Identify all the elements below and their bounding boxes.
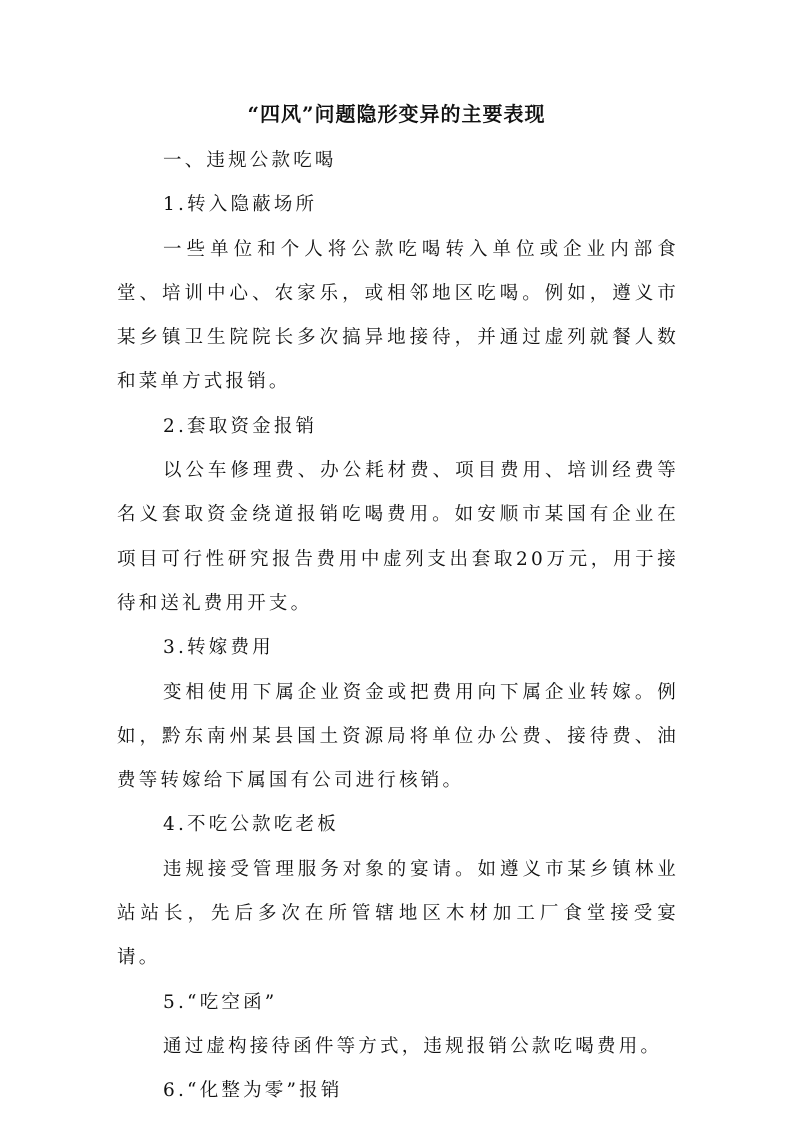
item-paragraph-2: 以公车修理费、办公耗材费、项目费用、培训经费等名义套取资金绕道报销吃喝费用。如安顺市某国有企业在项目可行性研究报告费用中虚列支出套取20万元，用于接待和送礼费用开支。 bbox=[117, 460, 679, 614]
item-heading-2: 2.套取资金报销 bbox=[163, 415, 318, 437]
item-heading-5: 5.“吃空函” bbox=[163, 991, 278, 1013]
item-paragraph-1: 一些单位和个人将公款吃喝转入单位或企业内部食堂、培训中心、农家乐，或相邻地区吃喝。例如，遵义市某乡镇卫生院院长多次搞异地接待，并通过虚列就餐人数和菜单方式报销。 bbox=[117, 238, 679, 393]
item-heading-1: 1.转入隐蔽场所 bbox=[163, 194, 318, 216]
item-paragraph-5: 通过虚构接待函件等方式，违规报销公款吃喝费用。 bbox=[163, 1035, 663, 1057]
item-heading-3: 3.转嫁费用 bbox=[163, 637, 274, 659]
section-heading: 一、违规公款吃喝 bbox=[163, 150, 337, 171]
document-body bbox=[117, 139, 679, 1114]
item-paragraph-4: 违规接受管理服务对象的宴请。如遵义市某乡镇林业站站长，先后多次在所管辖地区木材加工厂食堂接受宴请。 bbox=[117, 858, 679, 969]
document-title: “四风”问题隐形变异的主要表现 bbox=[247, 102, 546, 126]
item-heading-6: 6.“化整为零”报销 bbox=[163, 1080, 343, 1102]
item-heading-4: 4.不吃公款吃老板 bbox=[163, 814, 339, 836]
item-paragraph-3: 变相使用下属企业资金或把费用向下属企业转嫁。例如，黔东南州某县国土资源局将单位办公费、接待费、油费等转嫁给下属国有公司进行核销。 bbox=[117, 681, 679, 792]
